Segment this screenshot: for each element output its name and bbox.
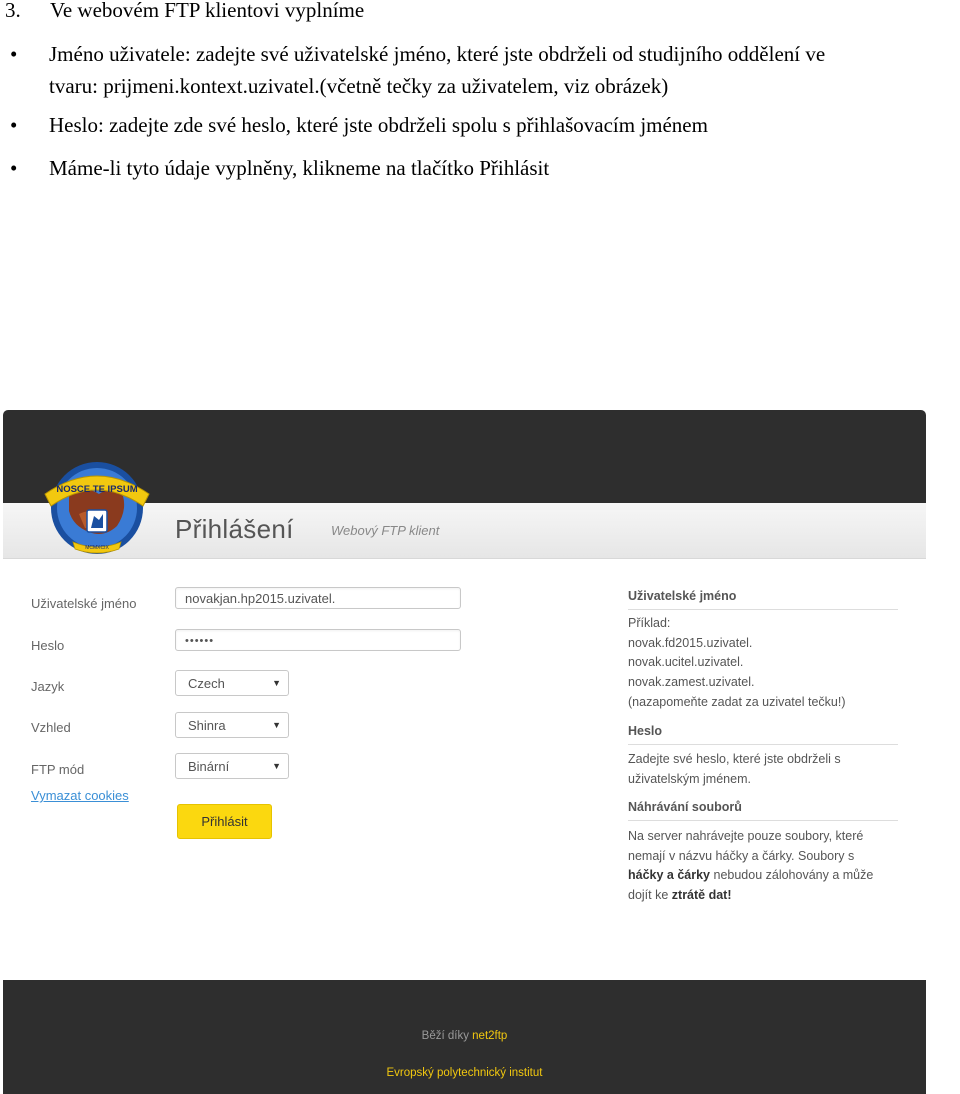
step-number: 3. (5, 0, 21, 22)
language-select[interactable] (175, 670, 289, 696)
skin-value: Shinra (188, 718, 226, 733)
help-bold-text: háčky a čárky (628, 868, 711, 883)
help-line: novak.zamest.uzivatel. (628, 675, 755, 690)
username-label: Uživatelské jméno (31, 596, 137, 611)
footer-institute-link[interactable]: Evropský polytechnický institut (386, 1067, 543, 1079)
logo-year: MCMXCIX (85, 545, 109, 551)
chevron-down-icon: ▼ (272, 761, 281, 771)
step-heading (5, 0, 364, 23)
help-bold-text: ztrátě dat! (671, 888, 732, 903)
chevron-down-icon: ▼ (272, 678, 281, 688)
bullet-dot: • (10, 156, 18, 180)
password-input[interactable]: •••••• (175, 629, 461, 651)
login-button[interactable]: Přihlásit (177, 804, 272, 839)
page-subtitle: Webový FTP klient (331, 523, 440, 538)
help-line (628, 888, 898, 908)
bullet-text-line1: Jméno uživatele: zadejte své uživatelské jméno, které jste obdrželi od studijního oddělení ve (49, 42, 826, 66)
help-upload-text (628, 829, 898, 908)
skin-select[interactable] (175, 712, 289, 738)
help-line: (nazapomeňte zadat za uzivatel tečku!) (628, 694, 846, 709)
language-value: Czech (188, 676, 225, 691)
ftp-client-screenshot (3, 410, 926, 1094)
help-upload-heading: Náhrávání souborů (628, 800, 898, 821)
logo-motto: NOSCE TE IPSUM (56, 484, 138, 495)
help-line: novak.ucitel.uzivatel. (628, 655, 744, 670)
bullet-dot: • (10, 42, 18, 66)
bullet-text: Máme-li tyto údaje vyplněny, klikneme na tlačítko Přihlásit (49, 156, 550, 180)
skin-label: Vzhled (31, 720, 71, 735)
ftpmode-select[interactable] (175, 753, 289, 779)
password-label: Heslo (31, 638, 65, 653)
username-input[interactable]: novakjan.hp2015.uzivatel. (175, 587, 461, 609)
footer-powered-by (3, 1030, 926, 1042)
bullet-dot: • (10, 113, 18, 137)
help-password-heading: Heslo (628, 724, 898, 745)
help-password-text (628, 752, 898, 791)
clear-cookies-link[interactable]: Vymazat cookies (31, 788, 129, 803)
help-text: nebudou zálohovány a může (710, 868, 874, 883)
bullet-text: Heslo: zadejte zde své heslo, které jste obdrželi spolu s přihlašovacím jménem (49, 113, 708, 137)
school-emblem-logo (39, 456, 155, 556)
bullet-text-line2: tvaru: prijmeni.kontext.uzivatel.(včetně tečky za uživatelem, viz obrázek) (49, 74, 669, 98)
help-line: novak.fd2015.uzivatel. (628, 635, 753, 650)
help-line: uživatelským jménem. (628, 771, 751, 786)
chevron-down-icon: ▼ (272, 720, 281, 730)
help-username-text (628, 616, 898, 714)
page-title: Přihlášení (175, 514, 294, 544)
help-username-heading: Uživatelské jméno (628, 589, 898, 610)
net2ftp-link[interactable]: net2ftp (472, 1030, 508, 1042)
help-line: nemají v názvu háčky a čárky. Soubory s (628, 848, 855, 863)
help-line: Příklad: (628, 616, 671, 630)
language-label: Jazyk (31, 679, 65, 694)
step-title: Ve webovém FTP klientovi vyplníme (50, 0, 365, 22)
ftpmode-label: FTP mód (31, 762, 85, 777)
ftpmode-value: Binární (188, 759, 230, 774)
help-line (628, 868, 898, 888)
help-line: Zadejte své heslo, které jste obdrželi s (628, 752, 841, 766)
powered-prefix: Běží díky (421, 1030, 473, 1042)
help-line: Na server nahrávejte pouze soubory, které (628, 829, 864, 843)
help-text: dojít ke (628, 888, 672, 903)
